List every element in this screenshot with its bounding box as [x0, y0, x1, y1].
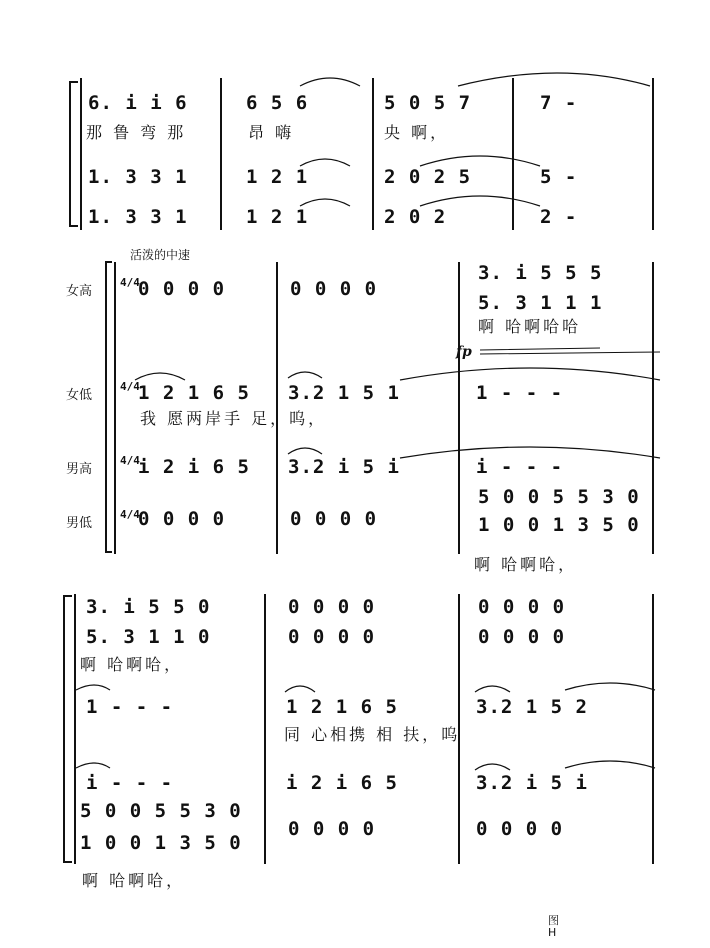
alto-measure: 1 2 1 6 5 — [138, 382, 250, 404]
soprano-lyric: 昂 嗨 — [248, 123, 295, 142]
barline — [458, 262, 460, 554]
voice-label-soprano: 女高 — [66, 284, 93, 299]
soprano-measure: 6 5 6 — [246, 92, 309, 114]
time-signature: 4/4 — [120, 508, 140, 521]
alto-measure: 1 2 1 — [246, 166, 309, 188]
bass-lyric: 啊 哈啊哈， — [474, 555, 578, 574]
soprano-lyric: 啊 哈啊哈， — [80, 655, 184, 674]
soprano-lower-measure: 0 0 0 0 — [478, 626, 566, 648]
alto-lyric: 同 心相携 相 扶，呜 — [284, 725, 461, 744]
time-signature: 4/4 — [120, 380, 140, 393]
bass-measure-upper: 5 0 0 5 5 3 0 — [478, 486, 640, 508]
bass-measure: 1 2 1 — [246, 206, 309, 228]
barline — [652, 594, 654, 864]
soprano-measure: 3. i 5 5 0 — [86, 596, 211, 618]
voice-label-tenor: 男高 — [66, 462, 93, 477]
soprano-lyric: 央 啊， — [384, 123, 450, 142]
bass-measure: 2 0 2 — [384, 206, 447, 228]
bass-upper-measure: 5 0 0 5 5 3 0 — [80, 800, 242, 822]
dynamic-marking: fp — [456, 344, 472, 360]
soprano-measure: 0 0 0 0 — [290, 278, 378, 300]
tenor-measure: i 2 i 6 5 — [286, 772, 398, 794]
barline — [264, 594, 266, 864]
soprano-measure: 0 0 0 0 — [138, 278, 226, 300]
alto-lyric: 我 愿两岸手 足，呜， — [140, 409, 328, 428]
tenor-measure: i - - - — [86, 772, 174, 794]
soprano-measure: 5 0 5 7 — [384, 92, 472, 114]
bass-measure-lower: 1 0 0 1 3 5 0 — [478, 514, 640, 536]
tenor-measure: 3.2 i 5 i — [476, 772, 588, 794]
soprano-measure-lower: 5. 3 1 1 1 — [478, 292, 603, 314]
bass-measure: 2 - — [540, 206, 578, 228]
tenor-measure: i - - - — [476, 456, 564, 478]
tempo-marking: 活泼的中速 — [130, 248, 191, 262]
barline — [80, 78, 82, 230]
alto-measure: 5 - — [540, 166, 578, 188]
barline — [220, 78, 222, 230]
soprano-measure: 7 - — [540, 92, 578, 114]
bass-measure: 1. 3 3 1 — [88, 206, 188, 228]
bass-measure: 0 0 0 0 — [288, 818, 376, 840]
soprano-lower-measure: 0 0 0 0 — [288, 626, 376, 648]
barline — [276, 262, 278, 554]
bass-lower-measure: 1 0 0 1 3 5 0 — [80, 832, 242, 854]
soprano-lyric: 那 鲁 弯 那 — [86, 123, 187, 142]
voice-label-bass: 男低 — [66, 516, 93, 531]
alto-measure: 1 - - - — [476, 382, 564, 404]
voice-label-alto: 女低 — [66, 388, 93, 403]
bass-measure: 0 0 0 0 — [476, 818, 564, 840]
soprano-measure: 0 0 0 0 — [478, 596, 566, 618]
barline — [652, 78, 654, 230]
barline — [372, 78, 374, 230]
tenor-measure: i 2 i 6 5 — [138, 456, 250, 478]
soprano-lyric: 啊 哈啊哈哈 — [478, 317, 582, 336]
alto-measure: 3.2 1 5 1 — [288, 382, 400, 404]
bass-measure: 0 0 0 0 — [138, 508, 226, 530]
soprano-measure-upper: 3. i 5 5 5 — [478, 262, 603, 284]
page-footer-mark: 图H — [548, 914, 559, 939]
alto-measure: 1. 3 3 1 — [88, 166, 188, 188]
barline — [652, 262, 654, 554]
alto-measure: 1 - - - — [86, 696, 174, 718]
alto-measure: 3.2 1 5 2 — [476, 696, 588, 718]
bass-measure: 0 0 0 0 — [290, 508, 378, 530]
soprano-measure: 0 0 0 0 — [288, 596, 376, 618]
barline — [74, 594, 76, 864]
time-signature: 4/4 — [120, 276, 140, 289]
alto-measure: 2 0 2 5 — [384, 166, 472, 188]
time-signature: 4/4 — [120, 454, 140, 467]
alto-measure: 1 2 1 6 5 — [286, 696, 398, 718]
barline — [512, 78, 514, 230]
bass-lyric: 啊 哈啊哈， — [82, 871, 186, 890]
tenor-measure: 3.2 i 5 i — [288, 456, 400, 478]
soprano-measure: 6. i i 6 — [88, 92, 188, 114]
soprano-lower-measure: 5. 3 1 1 0 — [86, 626, 211, 648]
barline — [114, 262, 116, 554]
